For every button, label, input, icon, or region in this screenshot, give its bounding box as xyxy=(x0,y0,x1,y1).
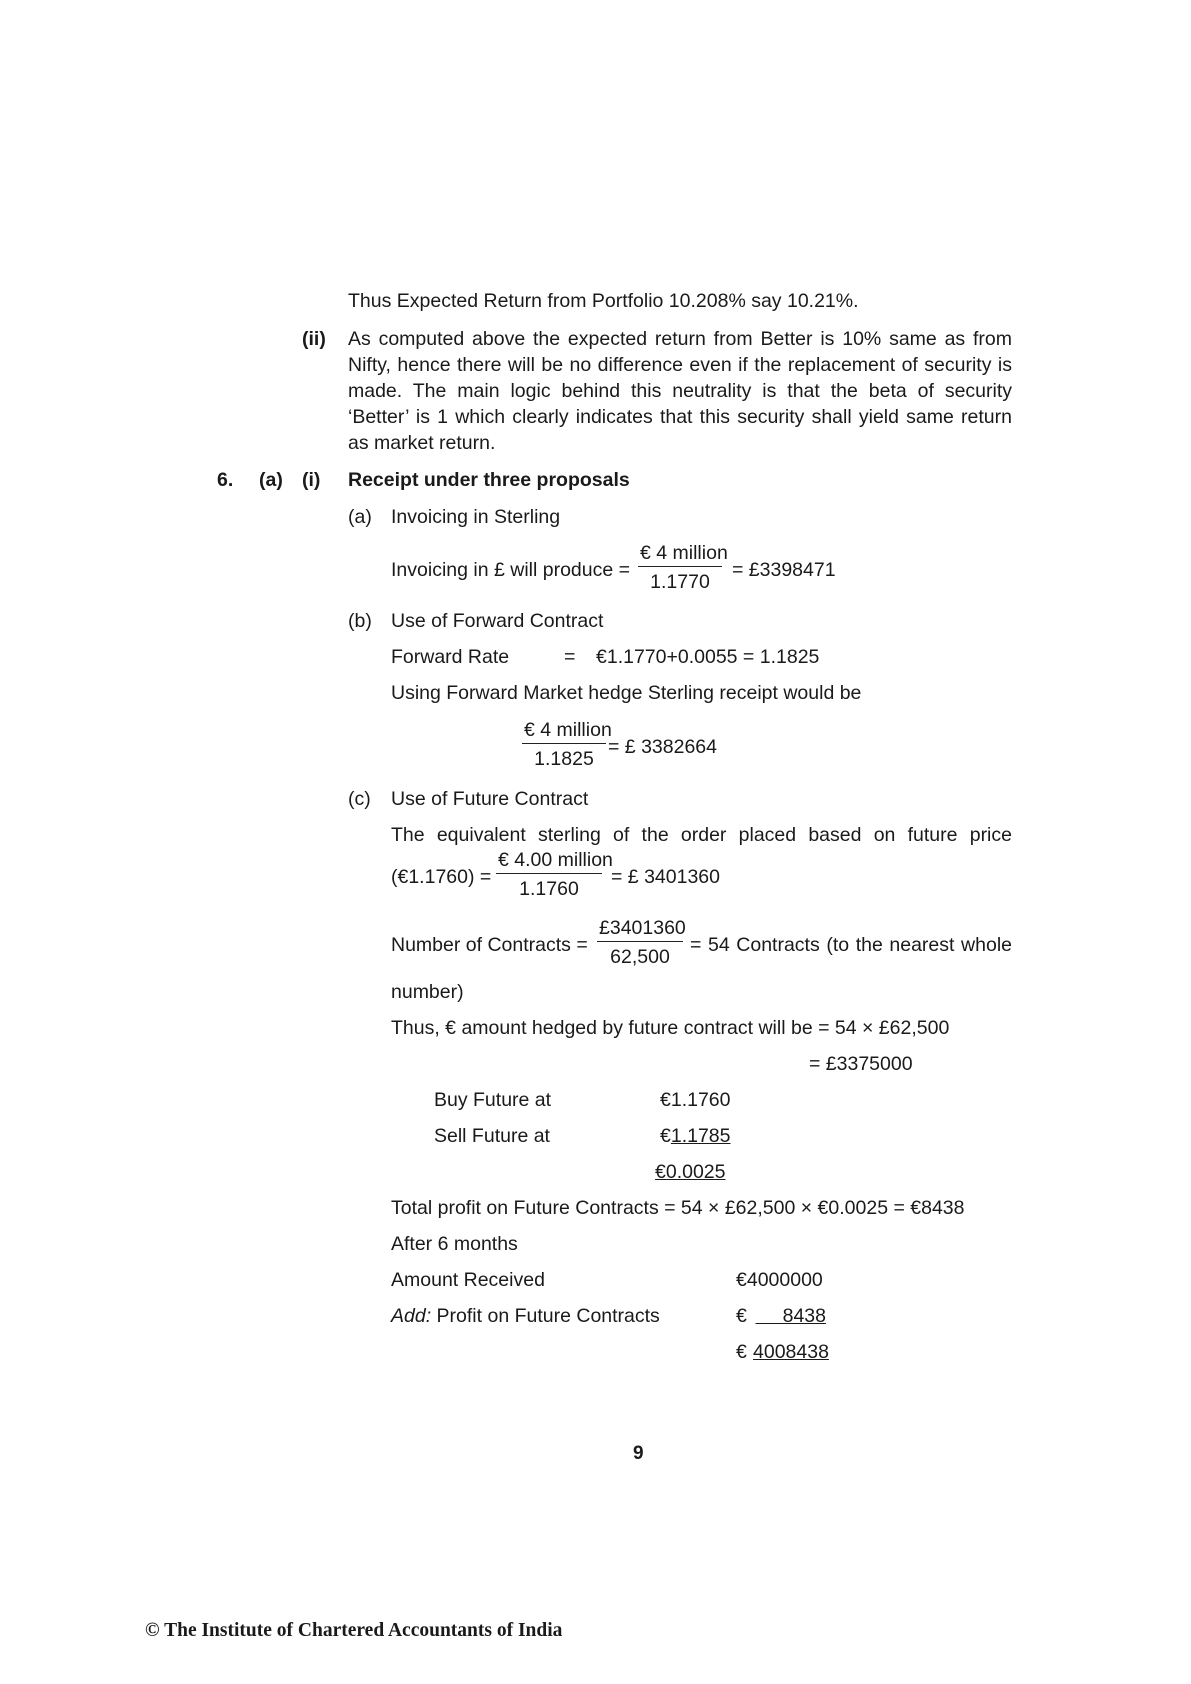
sec-b-title: Use of Forward Contract xyxy=(391,610,604,632)
future-equiv-result: = £ 3401360 xyxy=(611,866,720,888)
add-profit-currency: € xyxy=(736,1305,747,1327)
contracts-lhs: Number of Contracts = xyxy=(391,934,588,956)
label-ii: (ii) xyxy=(302,328,326,350)
amount-received-value: €4000000 xyxy=(736,1269,823,1291)
forward-hedge-text: Using Forward Market hedge Sterling receipt would be xyxy=(391,682,862,704)
question-part: (a) xyxy=(259,469,283,491)
future-equiv-denominator: 1.1760 xyxy=(519,878,579,900)
add-keyword: Add: xyxy=(391,1305,432,1327)
future-equiv-numerator: € 4.00 million xyxy=(496,848,602,874)
sec-a-lhs: Invoicing in £ will produce = xyxy=(391,559,631,581)
sec-c-label: (c) xyxy=(348,788,371,810)
total-profit-text: Total profit on Future Contracts = 54 × £62,500 × €0.0025 = €8438 xyxy=(391,1197,965,1219)
sec-a-denominator: 1.1770 xyxy=(650,571,710,593)
buy-future-label: Buy Future at xyxy=(434,1089,552,1111)
contracts-continuation: number) xyxy=(391,981,464,1003)
total-currency: € xyxy=(736,1341,747,1363)
sec-b-fraction xyxy=(522,718,612,772)
paragraph-ii: As computed above the expected return from Better is 10% same as from Nifty, hence there will be no difference even if the replacement of security is made. The main logic behind this neutrality is that the beta of security ‘Better’ is 1 which clearly indicates that this security shall yield same return as market return. xyxy=(348,328,1012,454)
hedged-amount-text: Thus, € amount hedged by future contract will be = 54 × £62,500 xyxy=(391,1017,950,1039)
contracts-result: = 54 Contracts (to the nearest whole xyxy=(690,934,1012,956)
contracts-fraction xyxy=(597,916,686,970)
add-rest: Profit on Future Contracts xyxy=(431,1305,660,1327)
total-value: 4008438 xyxy=(753,1341,829,1363)
section-heading: Receipt under three proposals xyxy=(348,469,630,491)
sec-c-title: Use of Future Contract xyxy=(391,788,589,810)
expected-return-line: Thus Expected Return from Portfolio 10.208% say 10.21%. xyxy=(348,290,859,312)
contracts-denominator: 62,500 xyxy=(610,946,670,968)
forward-rate-value: €1.1770+0.0055 = 1.1825 xyxy=(596,646,820,668)
sec-a-result: = £3398471 xyxy=(732,559,836,581)
sec-a-fraction xyxy=(638,541,728,595)
footer-copyright: © The Institute of Chartered Accountants of India xyxy=(145,1620,563,1641)
forward-rate-label: Forward Rate xyxy=(391,646,510,668)
sell-future-value xyxy=(660,1123,731,1149)
future-equiv-lhs: (€1.1760) = xyxy=(391,866,492,888)
sell-amount: 1.1785 xyxy=(670,1125,731,1147)
sell-future-label: Sell Future at xyxy=(434,1125,550,1147)
question-sub: (i) xyxy=(302,469,321,491)
sec-a-title: Invoicing in Sterling xyxy=(391,506,561,528)
sec-a-numerator: € 4 million xyxy=(638,541,722,567)
add-profit-label xyxy=(391,1303,660,1329)
buy-future-value: €1.1760 xyxy=(660,1089,731,1111)
sec-b-result: = £ 3382664 xyxy=(608,736,717,758)
contracts-numerator: £3401360 xyxy=(597,916,683,942)
sec-b-numerator: € 4 million xyxy=(522,718,606,744)
future-equiv-text: The equivalent sterling of the order placed based on future price xyxy=(391,824,1012,846)
hedged-amount-total: = £3375000 xyxy=(809,1053,913,1075)
forward-rate-equals: = xyxy=(564,646,576,668)
sell-currency: € xyxy=(660,1125,671,1147)
amount-received-label: Amount Received xyxy=(391,1269,545,1291)
question-number: 6. xyxy=(217,469,234,491)
sec-b-denominator: 1.1825 xyxy=(534,748,594,770)
future-equiv-fraction xyxy=(496,848,613,902)
add-profit-value: 8438 xyxy=(755,1305,826,1327)
sec-a-label: (a) xyxy=(348,506,372,528)
after-months-text: After 6 months xyxy=(391,1233,518,1255)
sec-b-label: (b) xyxy=(348,610,372,632)
price-difference: €0.0025 xyxy=(655,1161,726,1183)
page-number: 9 xyxy=(633,1443,644,1464)
